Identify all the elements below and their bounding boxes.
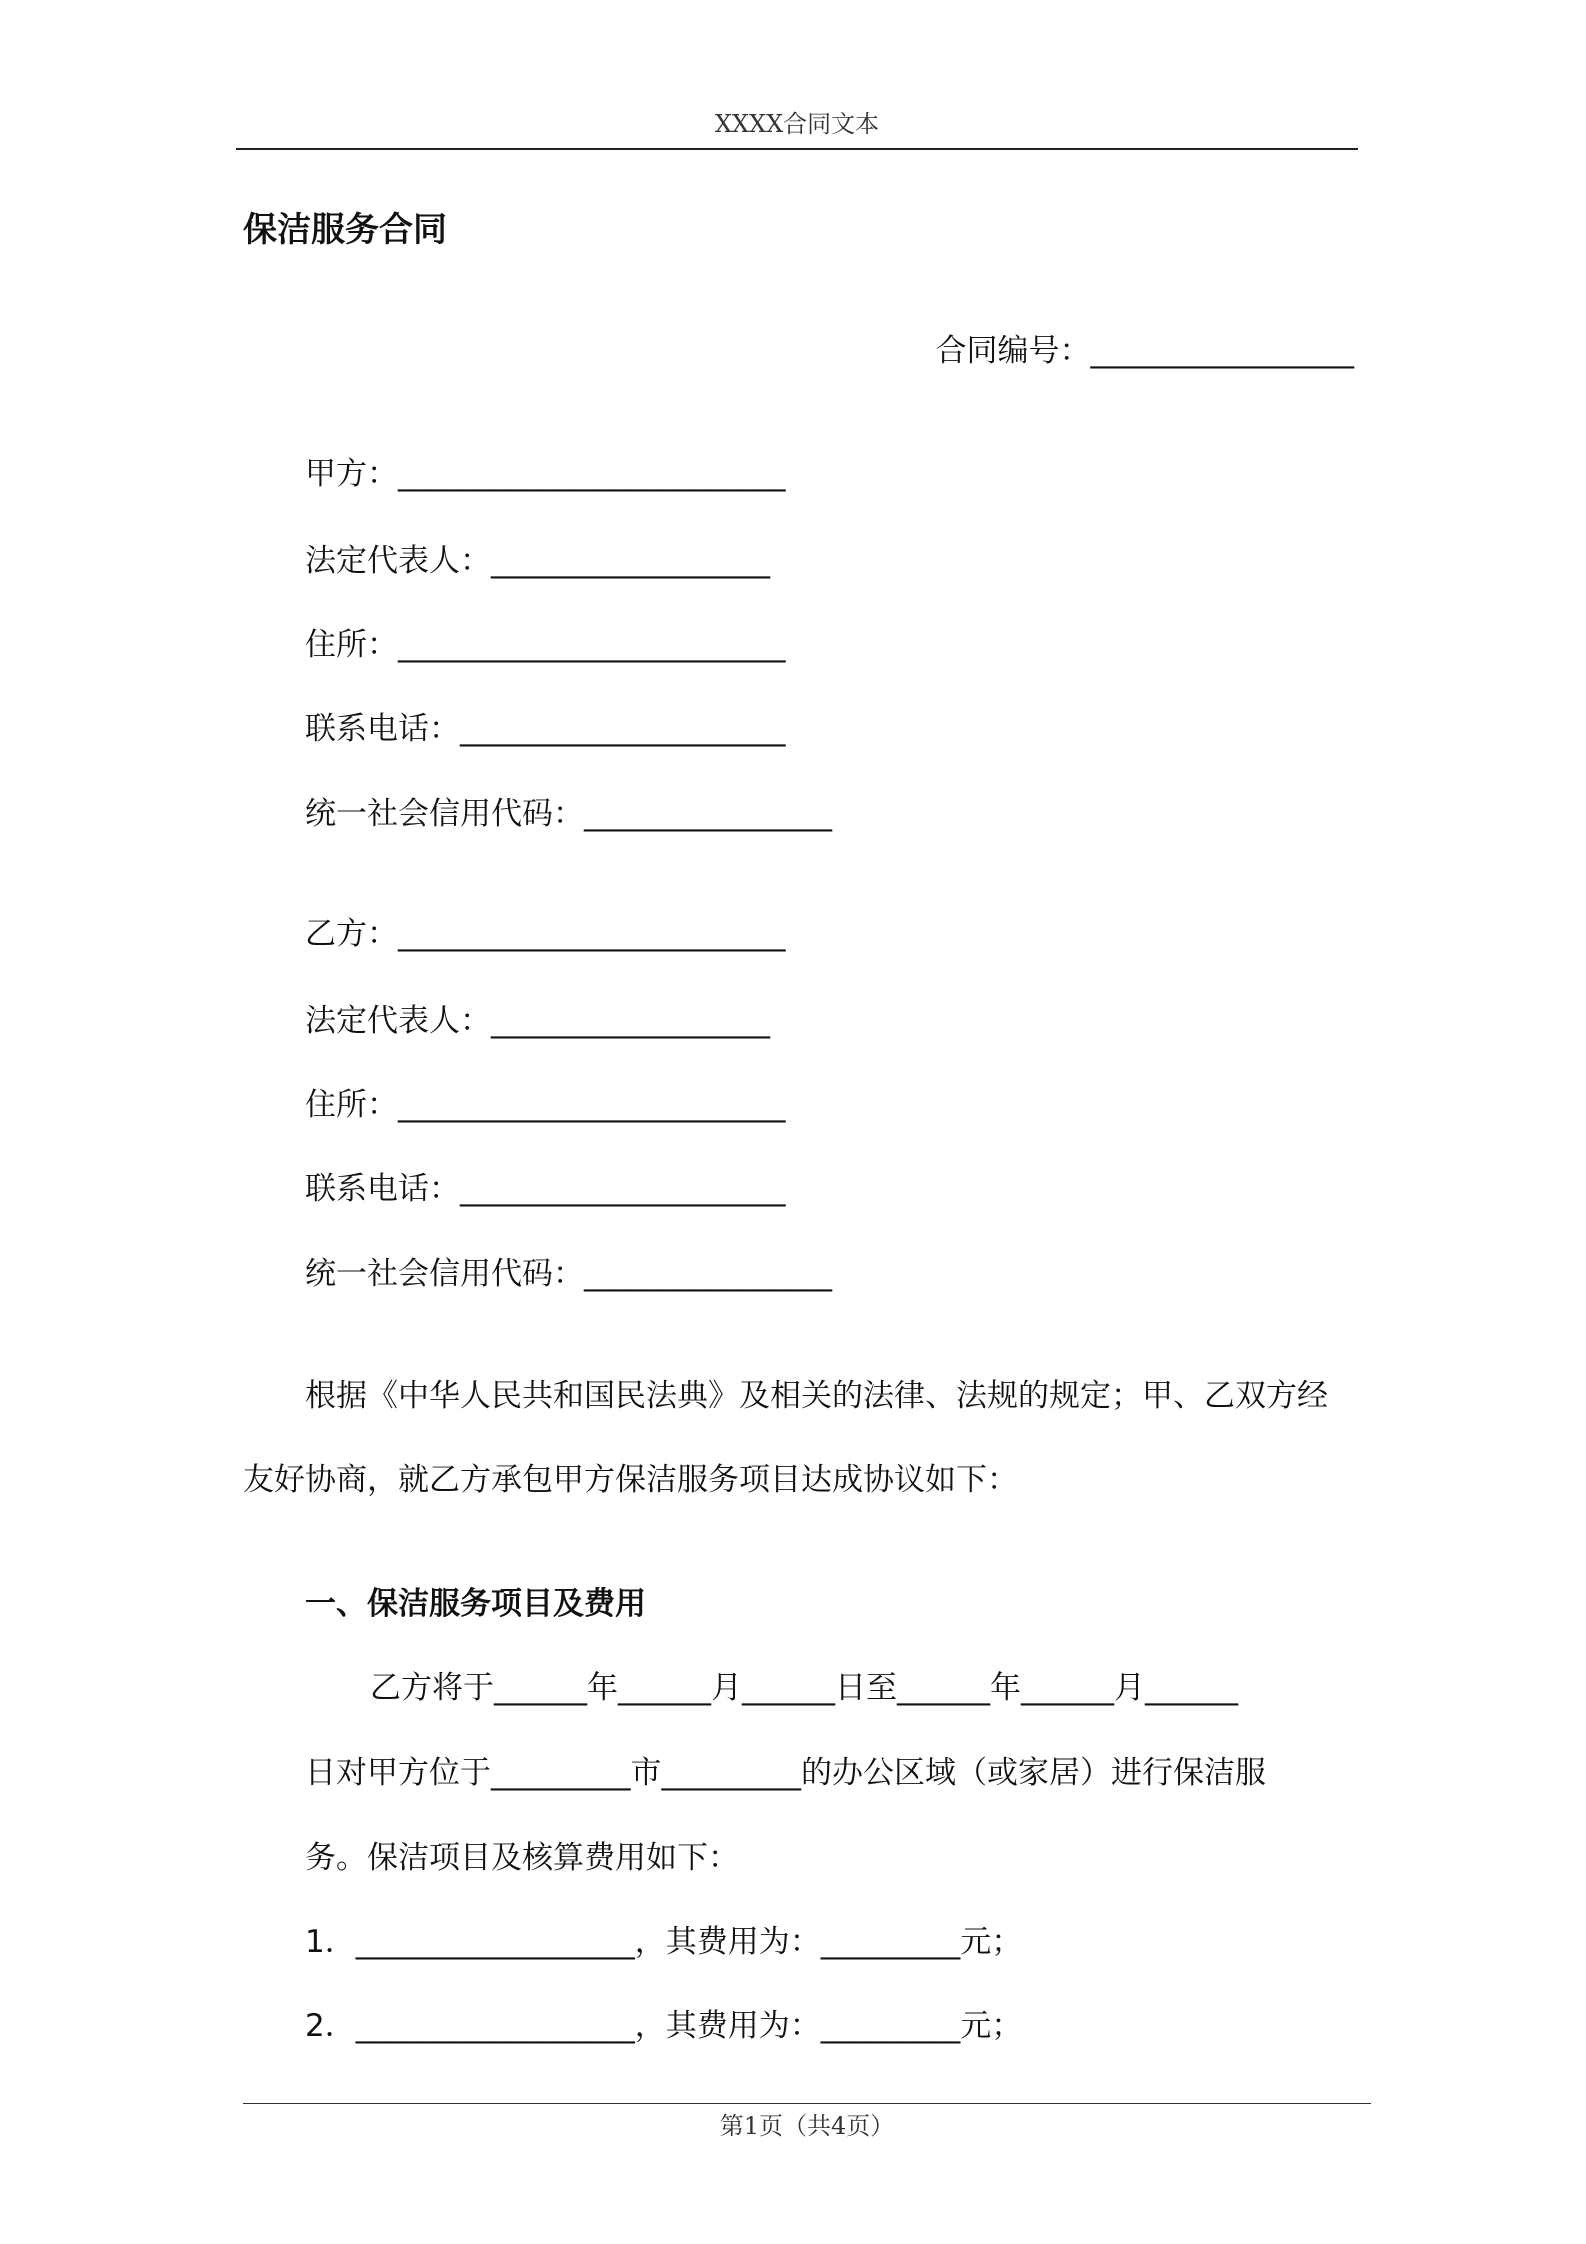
party-a-credit-code-field: 统一社会信用代码：________________: [305, 796, 832, 832]
page-header: [236, 108, 1358, 150]
header-text: XXXX合同文本: [714, 110, 880, 138]
section-1-item-1: 1．__________________，其费用为：_________元；: [305, 1924, 1023, 1960]
section-1-line-1: 乙方将于______年______月______日至______年______月______: [370, 1670, 1238, 1706]
party-b-address-field: 住所：_________________________: [305, 1087, 786, 1123]
page-number: 第1页（共4页）: [719, 2112, 895, 2140]
party-a-phone-field: 联系电话：_____________________: [305, 711, 786, 747]
party-a-legal-rep-field: 法定代表人：__________________: [305, 543, 770, 579]
preamble-line-1: 根据《中华人民共和国民法典》及相关的法律、法规的规定；甲、乙双方经: [305, 1378, 1328, 1414]
page-footer: [243, 2110, 1371, 2142]
footer-divider: [243, 2103, 1371, 2104]
section-1-item-2: 2．__________________，其费用为：_________元；: [305, 2008, 1023, 2044]
contract-number-field: 合同编号：_________________: [935, 333, 1354, 369]
section-1-line-2: 日对甲方位于_________市_________的办公区域（或家居）进行保洁服: [305, 1755, 1266, 1791]
party-a-address-field: 住所：_________________________: [305, 627, 786, 663]
document-title: 保洁服务合同: [243, 210, 447, 250]
party-b-phone-field: 联系电话：_____________________: [305, 1171, 786, 1207]
party-b-credit-code-field: 统一社会信用代码：________________: [305, 1256, 832, 1292]
party-a-field: 甲方：_________________________: [305, 456, 786, 492]
party-b-legal-rep-field: 法定代表人：__________________: [305, 1003, 770, 1039]
party-b-field: 乙方：_________________________: [305, 916, 786, 952]
section-1-line-3: 务。保洁项目及核算费用如下：: [305, 1840, 739, 1876]
preamble-line-2: 友好协商，就乙方承包甲方保洁服务项目达成协议如下：: [243, 1462, 1018, 1498]
section-1-heading: 一、保洁服务项目及费用: [305, 1586, 646, 1622]
